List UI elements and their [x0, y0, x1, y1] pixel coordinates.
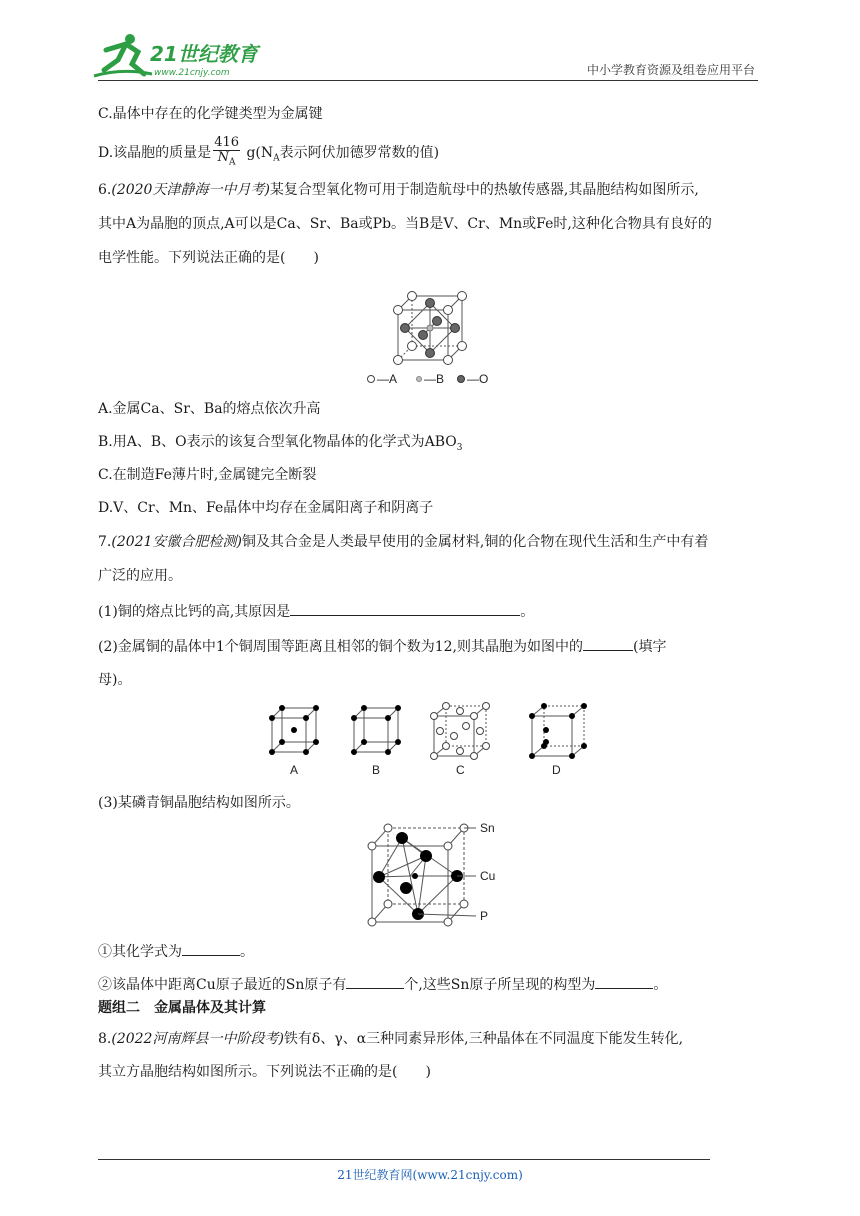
runner-icon — [94, 34, 152, 76]
q6-source: (2020天津静海一中月考) — [111, 182, 270, 198]
label-cu: Cu — [480, 869, 496, 883]
q7-part3-q2-mid: 个,这些Sn原子所呈现的构型为 — [404, 977, 596, 993]
cell-d — [529, 703, 587, 777]
q7-part1 — [98, 601, 534, 622]
cell-c — [431, 703, 490, 778]
q5-option-c: C.晶体中存在的化学键类型为金属键 — [98, 106, 323, 122]
q7-part1-text: (1)铜的熔点比钙的高,其原因是 — [98, 604, 291, 620]
q7-part3-q1-end: 。 — [240, 944, 254, 960]
q7-part2-line2: 母)。 — [98, 672, 132, 688]
atom-p-center — [412, 873, 418, 879]
q6-stem-line1 — [98, 180, 699, 200]
q8-stem-line1 — [98, 1029, 683, 1049]
cell-b — [351, 705, 401, 777]
q5-option-d-suffix-end: 表示阿伏加德罗常数的值) — [279, 144, 440, 161]
q6-option-b-sub: 3 — [456, 442, 463, 453]
q6-line1: 某复合型氧化物可用于制造航母中的热敏传感器,其晶胞结构如图所示, — [269, 182, 699, 198]
legend-b: —B — [424, 372, 445, 386]
logo-url: www.21cnjy.com — [154, 68, 230, 78]
q6-option-b — [98, 432, 462, 458]
phosphor-bronze-figure — [362, 818, 512, 930]
q6-option-c: C.在制造Fe薄片时,金属键完全断裂 — [98, 467, 317, 483]
q7-stem-line2: 广泛的应用。 — [98, 568, 182, 584]
q8-number: 8. — [98, 1031, 112, 1047]
fraction-denominator: N — [217, 150, 230, 165]
q7-part1-end: 。 — [520, 604, 535, 620]
q6-stem-line3: 电学性能。下列说法正确的是( ) — [98, 250, 319, 266]
footer-link[interactable]: 21世纪教育网(www.21cnjy.com) — [337, 1168, 523, 1182]
q6-stem-line2: 其中A为晶胞的顶点,A可以是Ca、Sr、Ba或Pb。当B是V、Cr、Mn或Fe时,这种化合物具有良好的 — [98, 216, 712, 232]
q7-part3-q1-blank[interactable] — [182, 941, 240, 956]
q7-part3-q2-blank2[interactable] — [595, 974, 653, 989]
header-divider — [98, 80, 758, 81]
q5-option-d-prefix: D.该晶胞的质量是 — [98, 144, 212, 161]
fraction-numerator: 416 — [214, 135, 240, 150]
q7-part3-q2-end: 。 — [653, 977, 668, 993]
cell-a — [269, 705, 319, 777]
q7-part3-q1-text: ①其化学式为 — [98, 944, 182, 960]
q6-option-b-prefix: B.用A、B、O表示的该复合型氧化物晶体的化学式为ABO — [98, 434, 457, 450]
cell-d-label: D — [552, 763, 561, 777]
q6-number: 6. — [98, 182, 112, 198]
q7-line1: 铜及其合金是人类最早使用的金属材料,铜的化合物在现代生活和生产中有着 — [241, 534, 709, 550]
mass-fraction — [213, 136, 240, 170]
legend-o: —O — [467, 372, 489, 386]
label-sn: Sn — [480, 821, 495, 835]
q8-source: (2022河南辉县一中阶段考) — [111, 1031, 284, 1047]
q8-stem-line2: 其立方晶胞结构如图所示。下列说法不正确的是( ) — [98, 1064, 431, 1080]
fraction-denominator-sub: A — [229, 157, 236, 168]
q6-option-a: A.金属Ca、Sr、Ba的熔点依次升高 — [98, 401, 321, 417]
unit-cells-figure — [262, 700, 602, 782]
label-p: P — [480, 909, 489, 923]
footer-divider — [98, 1159, 710, 1160]
legend-a: —A — [377, 372, 398, 386]
q7-stem-line1 — [98, 532, 708, 552]
q7-part2-hint: (填字 — [633, 639, 667, 655]
q7-part1-answer-blank[interactable] — [290, 601, 520, 616]
logo-text: 21世纪教育 — [150, 42, 258, 66]
q7-part3-q1 — [98, 941, 254, 962]
header-platform-text: 中小学教育资源及组卷应用平台 — [586, 63, 755, 77]
q5-option-d — [98, 136, 439, 170]
q7-part2 — [98, 636, 666, 657]
q5-option-d-suffix-sub: A — [273, 153, 280, 164]
atom-b-center — [427, 325, 433, 331]
q6-option-d: D.V、Cr、Mn、Fe晶体中均存在金属阳离子和阴离子 — [98, 500, 434, 516]
q7-part2-text: (2)金属铜的晶体中1个铜周围等距离且相邻的铜个数为12,则其晶胞为如图中的 — [98, 639, 584, 655]
q5-option-d-suffix: g(N — [242, 144, 274, 161]
cell-b-label: B — [372, 763, 381, 777]
q7-part3: (3)某磷青铜晶胞结构如图所示。 — [98, 795, 300, 811]
perovskite-figure — [365, 282, 500, 388]
logo-21cnjy — [92, 30, 292, 80]
q7-part3-q2 — [98, 974, 667, 995]
q8-line1: 铁有δ、γ、α三种同素异形体,三种晶体在不同温度下能发生转化, — [283, 1031, 684, 1047]
q7-part3-q2-text: ②该晶体中距离Cu原子最近的Sn原子有 — [98, 977, 347, 993]
cell-c-label: C — [456, 763, 465, 777]
q7-part2-answer-blank[interactable] — [583, 636, 633, 651]
q7-source: (2021安徽合肥检测) — [111, 534, 242, 550]
q7-number: 7. — [98, 534, 112, 550]
cell-a-label: A — [290, 763, 299, 777]
group2-heading: 题组二 金属晶体及其计算 — [98, 1000, 266, 1016]
q7-part3-q2-blank1[interactable] — [346, 974, 404, 989]
